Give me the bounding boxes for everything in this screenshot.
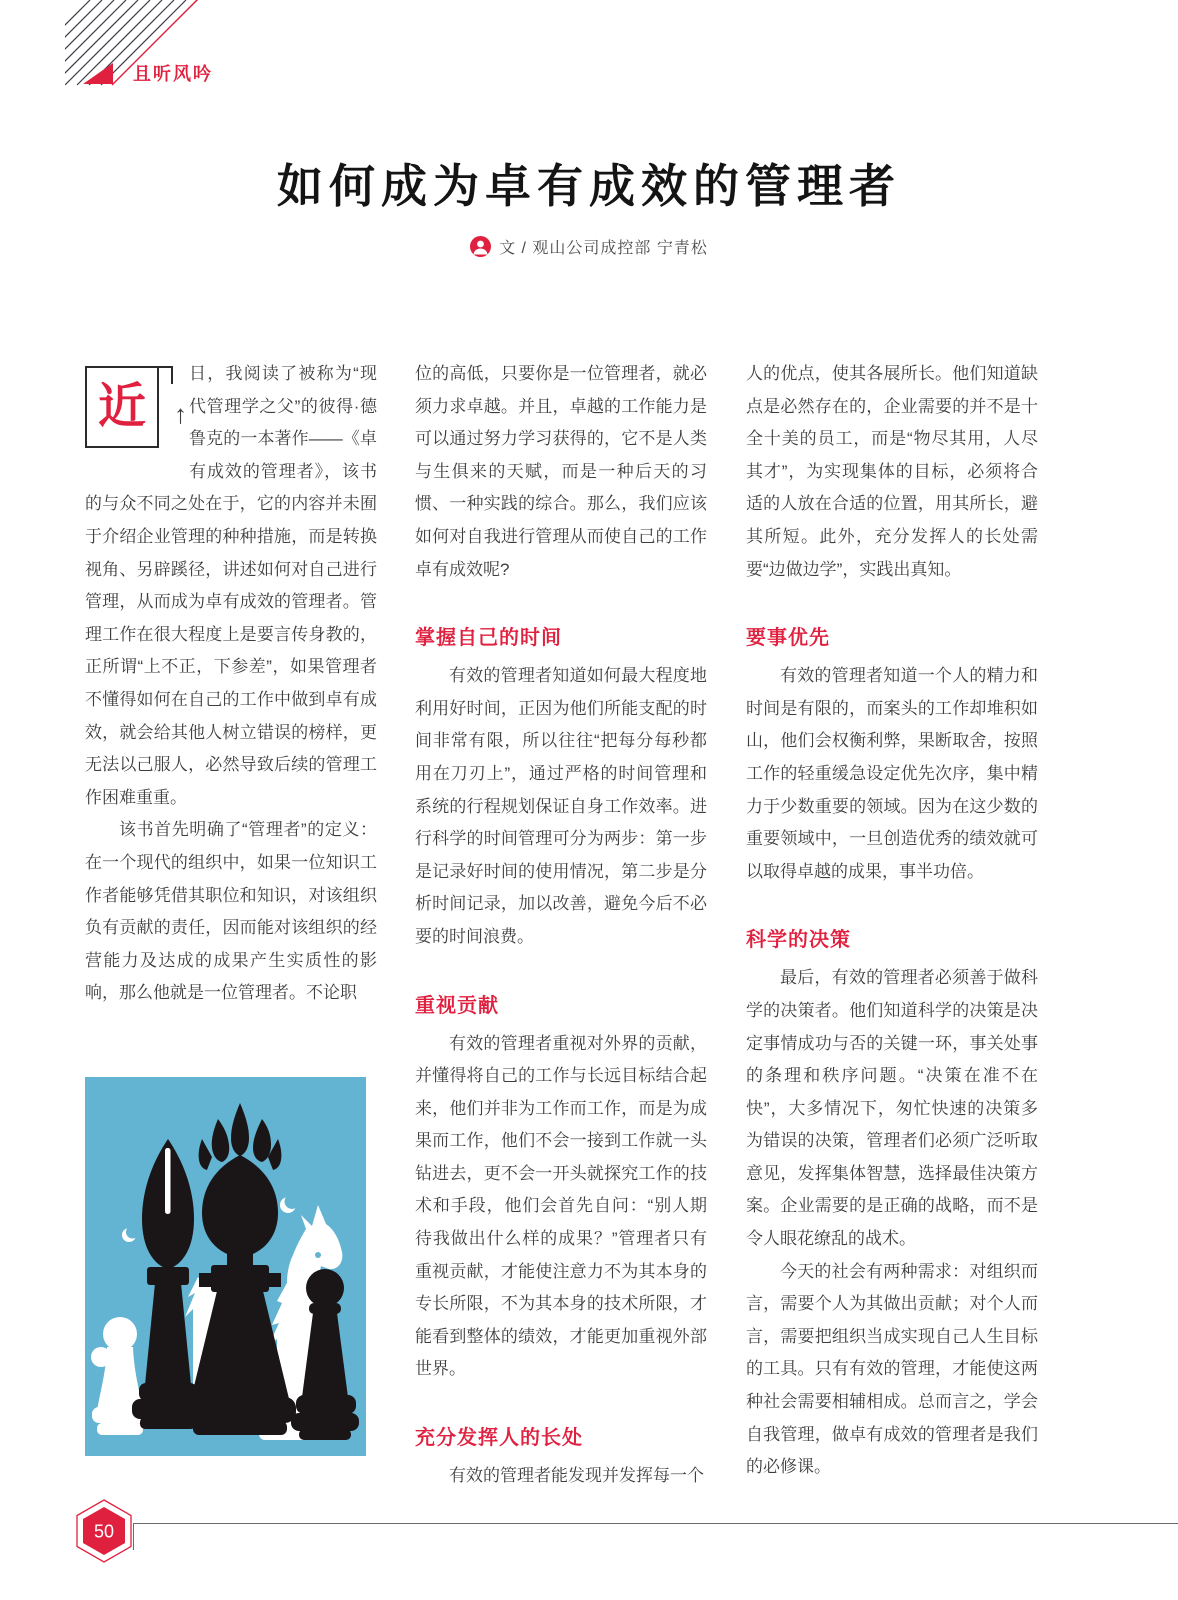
red-triangle bbox=[83, 63, 113, 84]
article-title: 如何成为卓有成效的管理者 bbox=[277, 161, 901, 212]
column-2 bbox=[415, 358, 707, 1493]
paragraph-text: 人的优点，使其各展所长。他们知道缺点是必然存在的，企业需要的并不是十全十美的员工，而是“物尽其用，人尽其才”，为实现集体的目标，必须将合适的人放在合适的位置，用其所长，避其所短。此外，充分发挥人的长处需要“边做边学”，实践出真知。 bbox=[746, 364, 1038, 579]
paragraph-text: 有效的管理者能发现并发挥每一个 bbox=[449, 1466, 704, 1486]
author-icon bbox=[470, 236, 491, 257]
page-number: 50 bbox=[93, 1521, 115, 1542]
chess-illustration bbox=[85, 1077, 366, 1456]
byline-text: 文 / 观山公司成控部 宁青松 bbox=[499, 240, 708, 257]
section-heading: 掌握自己的时间 bbox=[415, 627, 562, 650]
section-heading: 充分发挥人的长处 bbox=[415, 1427, 583, 1450]
section-heading: 重视贡献 bbox=[415, 994, 499, 1017]
paragraph-text: 日，我阅读了被称为“现代管理学之父”的彼得·德鲁克的一本著作——《卓有成效的管理者》，该书的与众不同之处在于，它的内容并未囿于介绍企业管理的种种措施，而是转换视角、另辟蹊径，讲述如何对自己进行管理，从而成为卓有成效的管理者。管理工作在很大程度上是要言传身教的，正所谓“上不正，下参差”，如果管理者不懂得如何在自己的工作中做到卓有成效，就会给其他人树立错误的榜样，更无法以己服人，必然导致后续的管理工作困难重重。 bbox=[85, 364, 377, 807]
section-heading: 要事优先 bbox=[746, 627, 830, 650]
page-number-badge bbox=[70, 1497, 138, 1567]
section-heading: 科学的决策 bbox=[746, 929, 851, 952]
up-arrow-icon: ↑ bbox=[174, 399, 187, 429]
column-3 bbox=[746, 358, 1038, 1484]
paragraph-text: 最后，有效的管理者必须善于做科学的决策者。他们知道科学的决策是决定事情成功与否的关键一环，事关处事的条理和秩序问题。“决策在准不在快”，大多情况下，匆忙快速的决策多为错误的决策，管理者们必须广泛听取意见，发挥集体智慧，选择最佳决策方案。企业需要的是正确的战略，而不是令人眼花缭乱的战术。 bbox=[746, 968, 1038, 1249]
paragraph-text: 位的高低，只要你是一位管理者，就必须力求卓越。并且，卓越的工作能力是可以通过努力学习获得的，它不是人类与生俱来的天赋，而是一种后天的习惯、一种实践的综合。那么，我们应该如何对自我进行管理从而使自己的工作卓有成效呢? bbox=[415, 364, 707, 579]
section-kicker: 且听风吟 bbox=[133, 64, 213, 84]
opening-paragraph bbox=[85, 358, 377, 814]
drop-cap-block bbox=[85, 358, 189, 458]
paragraph-text: 有效的管理者重视对外界的贡献，并懂得将自己的工作与长远目标结合起来，他们并非为工作而工作，而是为成果而工作，他们不会一接到工作就一头钻进去，更不会一开头就探究工作的技术和手段，他们会首先自问：“别人期待我做出什么样的成果？”管理者只有重视贡献，才能使注意力不为其本身的专长所限，不为其本身的技术所限，才能看到整体的绩效，才能更加重视外部世界。 bbox=[415, 1033, 707, 1379]
drop-cap: 近 bbox=[85, 366, 159, 448]
paragraph-text: 今天的社会有两种需求：对组织而言，需要个人为其做出贡献；对个人而言，需要把组织当成实现自己人生目标的工具。只有有效的管理，才能使这两种社会需要相辅相成。总而言之，学会自我管理，做卓有成效的管理者是我们的必修课。 bbox=[746, 1261, 1038, 1477]
paragraph-text: 有效的管理者知道如何最大程度地利用好时间，正因为他们所能支配的时间非常有限，所以往往“把每分每秒都用在刀刃上”，通过严格的时间管理和系统的行程规划保证自身工作效率。进行科学的时间管理可分为两步：第一步是记录好时间的使用情况，第二步是分析时间记录，加以改善，避免今后不必要的时间浪费。 bbox=[415, 666, 707, 946]
footer-rule bbox=[133, 1523, 1178, 1524]
column-1 bbox=[85, 358, 377, 1010]
paragraph-text: 有效的管理者知道一个人的精力和时间是有限的，而案头的工作却堆积如山，他们会权衡利弊，果断取舍，按照工作的轻重缓急设定优先次序，集中精力于少数重要的领域。因为在这少数的重要领域中，一旦创造优秀的绩效就可以取得卓越的成果，事半功倍。 bbox=[746, 666, 1038, 881]
byline bbox=[0, 235, 1178, 258]
paragraph-text: 该书首先明确了“管理者”的定义：在一个现代的组织中，如果一位知识工作者能够凭借其职位和知识，对该组织负有贡献的责任，因而能对该组织的经营能力及达成的成果产生实质性的影响，那么他就是一位管理者。不论职 bbox=[85, 820, 377, 1003]
